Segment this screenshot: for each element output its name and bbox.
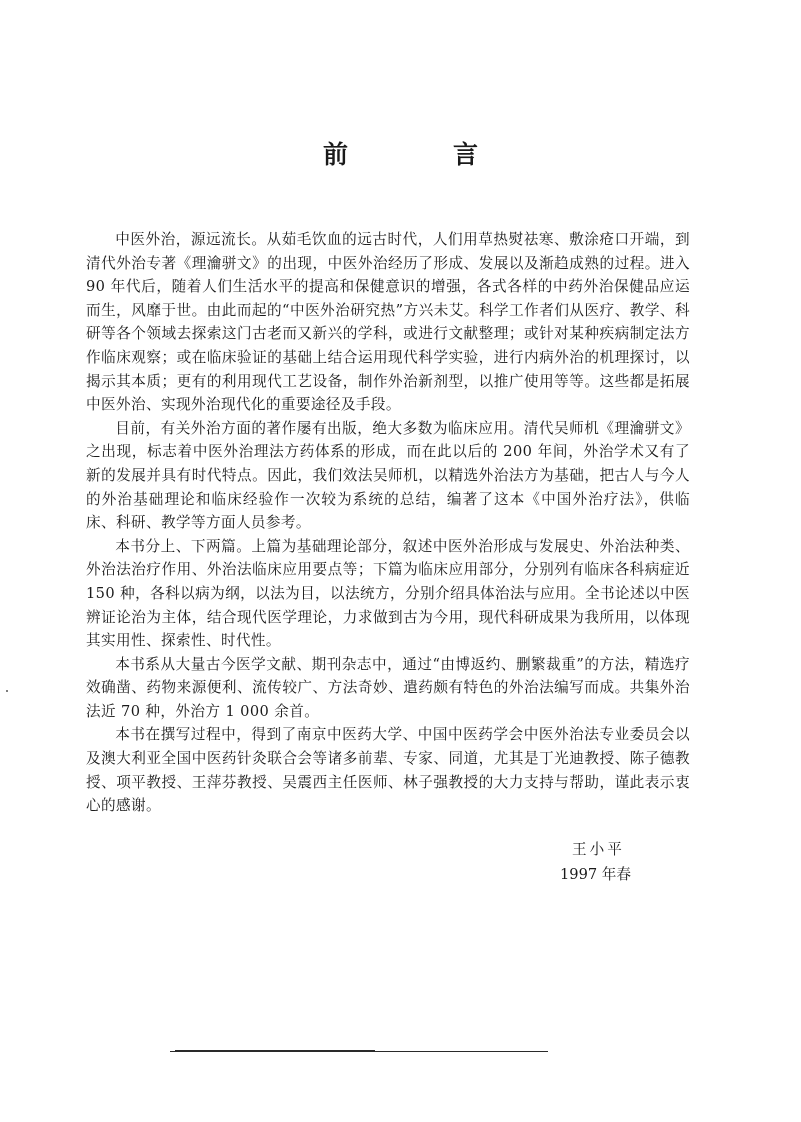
paragraph-1: 中医外治，源远流长。从茹毛饮血的远古时代，人们用草热熨祛寒、敷涂疮口开端，到清代外治专著《理瀹骈文》的出现，中医外治经历了形成、发展以及渐趋成熟的过程。进入 90 年代后，随着人们生活水平的提高和保健意识的增强，各式各样的中药外治保健品应运而生，风靡于世。由此而起的“中医外治研究热”方兴未艾。科学工作者们从医疗、教学、科研等各个领域去探索这门古老而又新兴的学科，或进行文献整理；或针对某种疾病制定法方作临床观察；或在临床验证的基础上结合运用现代科学实验，进行内病外治的机理探讨，以揭示其本质；更有的利用现代工艺设备，制作外治新剂型，以推广使用等等。这些都是拓展中医外治、实现外治现代化的重要途径及手段。 (86, 231, 690, 414)
paragraph-3: 本书分上、下两篇。上篇为基础理论部分，叙述中医外治形成与发展史、外治法种类、外治法治疗作用、外治法临床应用要点等；下篇为临床应用部分，分别列有临床各科病症近 150 种，各科以病为纲，以法为目，以法统方，分别介绍具体治法与应用。全书论述以中医辨证论治为主体，结合现代医学理论，力求做到古为今用，现代科研成果为我所用，以体现其实用性、探索性、时代性。 (86, 537, 690, 650)
footer-rule-thick (175, 1050, 375, 1052)
signature-date: 1997 年春 (560, 866, 631, 883)
paragraph-2: 目前，有关外治方面的著作屡有出版，绝大多数为临床应用。清代吴师机《理瀹骈文》之出现，标志着中医外治理法方药体系的形成，而在此以后的 200 年间，外治学术又有了新的发展并具有时代特点。因此，我们效法吴师机，以精选外治法方为基础，把古人与今人的外治基础理论和临床经验作一次较为系统的总结，编著了这本《中国外治疗法》，供临床、科研、教学等方面人员参考。 (86, 419, 690, 532)
paragraph-5: 本书在撰写过程中，得到了南京中医药大学、中国中医药学会中医外治法专业委员会以及澳大利亚全国中医药针灸联合会等诸多前辈、专家、同道，尤其是丁光迪教授、陈子德教授、项平教授、王萍芬教授、吴震西主任医师、林子强教授的大力支持与帮助，谨此表示衷心的感谢。 (86, 726, 690, 815)
paragraph-4: 本书系从大量古今医学文献、期刊杂志中，通过“由博返约、删繁裁重”的方法，精选疗效确凿、药物来源便利、流传较广、方法奇妙、遣药颇有特色的外治法编写而成。共集外治法近 70 种，外治方 1 000 余首。 (86, 655, 690, 720)
signature-block (560, 839, 680, 886)
page-title: 前 言 (322, 140, 518, 169)
scan-speck (6, 690, 8, 692)
author-name: 王小平 (572, 841, 625, 858)
preface-body (86, 228, 690, 818)
